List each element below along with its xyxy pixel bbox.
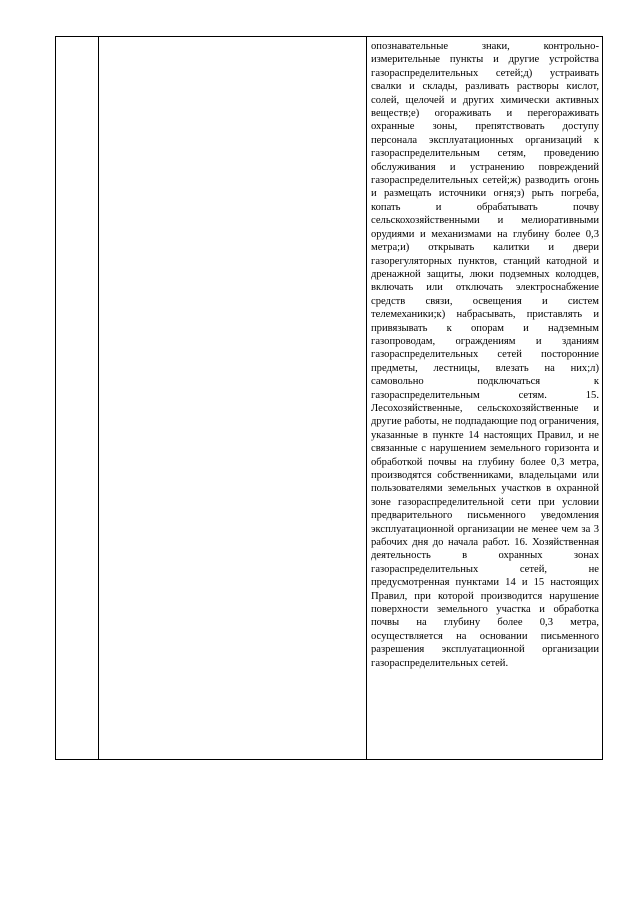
table-row: [56, 37, 603, 760]
document-table: [55, 36, 603, 760]
table-cell-content: [367, 37, 603, 760]
cell-content-text: опознавательные знаки, контрольно-измерительные пункты и другие устройства газораспределительных сетей;д) устраивать свалки и склады, разливать растворы кислот, солей, щелочей и других химически активных веществ;е) огораживать и перегораживать охранные зоны, препятствовать доступу персонала эксплуатационных организаций к газораспределительным сетям, проведению обслуживания и устранению повреждений газораспределительных сетей;ж) разводить огонь и размещать источники огня;з) рыть погреба, копать и обрабатывать почву сельскохозяйственными и мелиоративными орудиями и механизмами на глубину более 0,3 метра;и) открывать калитки и двери газорегуляторных пунктов, станций катодной и дренажной защиты, люки подземных колодцев, включать или отключать электроснабжение средств связи, освещения и систем телемеханики;к) набрасывать, приставлять и привязывать к опорам и надземным газопроводам, ограждениям и зданиям газораспределительных сетей посторонние предметы, лестницы, влезать на них;л) самовольно подключаться к газораспределительным сетям. 15. Лесохозяйственные, сельскохозяйственные и другие работы, не подпадающие под ограничения, указанные в пункте 14 настоящих Правил, и не связанные с нарушением земельного горизонта и обработкой почвы на глубину более 0,3 метра, производятся собственниками, владельцами или пользователями земельных участков в охранной зоне газораспределительной сети при условии предварительного письменного уведомления эксплуатационной организации не менее чем за 3 рабочих дня до начала работ. 16. Хозяйственная деятельность в охранных зонах газораспределительных сетей, не предусмотренная пунктами 14 и 15 настоящих Правил, при которой производится нарушение поверхности земельного участка и обработка почвы на глубину более 0,3 метра, осуществляется на основании письменного разрешения эксплуатационной организации газораспределительных сетей.: [371, 41, 599, 669]
table-cell-number: [56, 37, 99, 760]
cell-number-text: [56, 37, 98, 40]
table-cell-title: [99, 37, 367, 760]
cell-title-text: [99, 37, 366, 40]
